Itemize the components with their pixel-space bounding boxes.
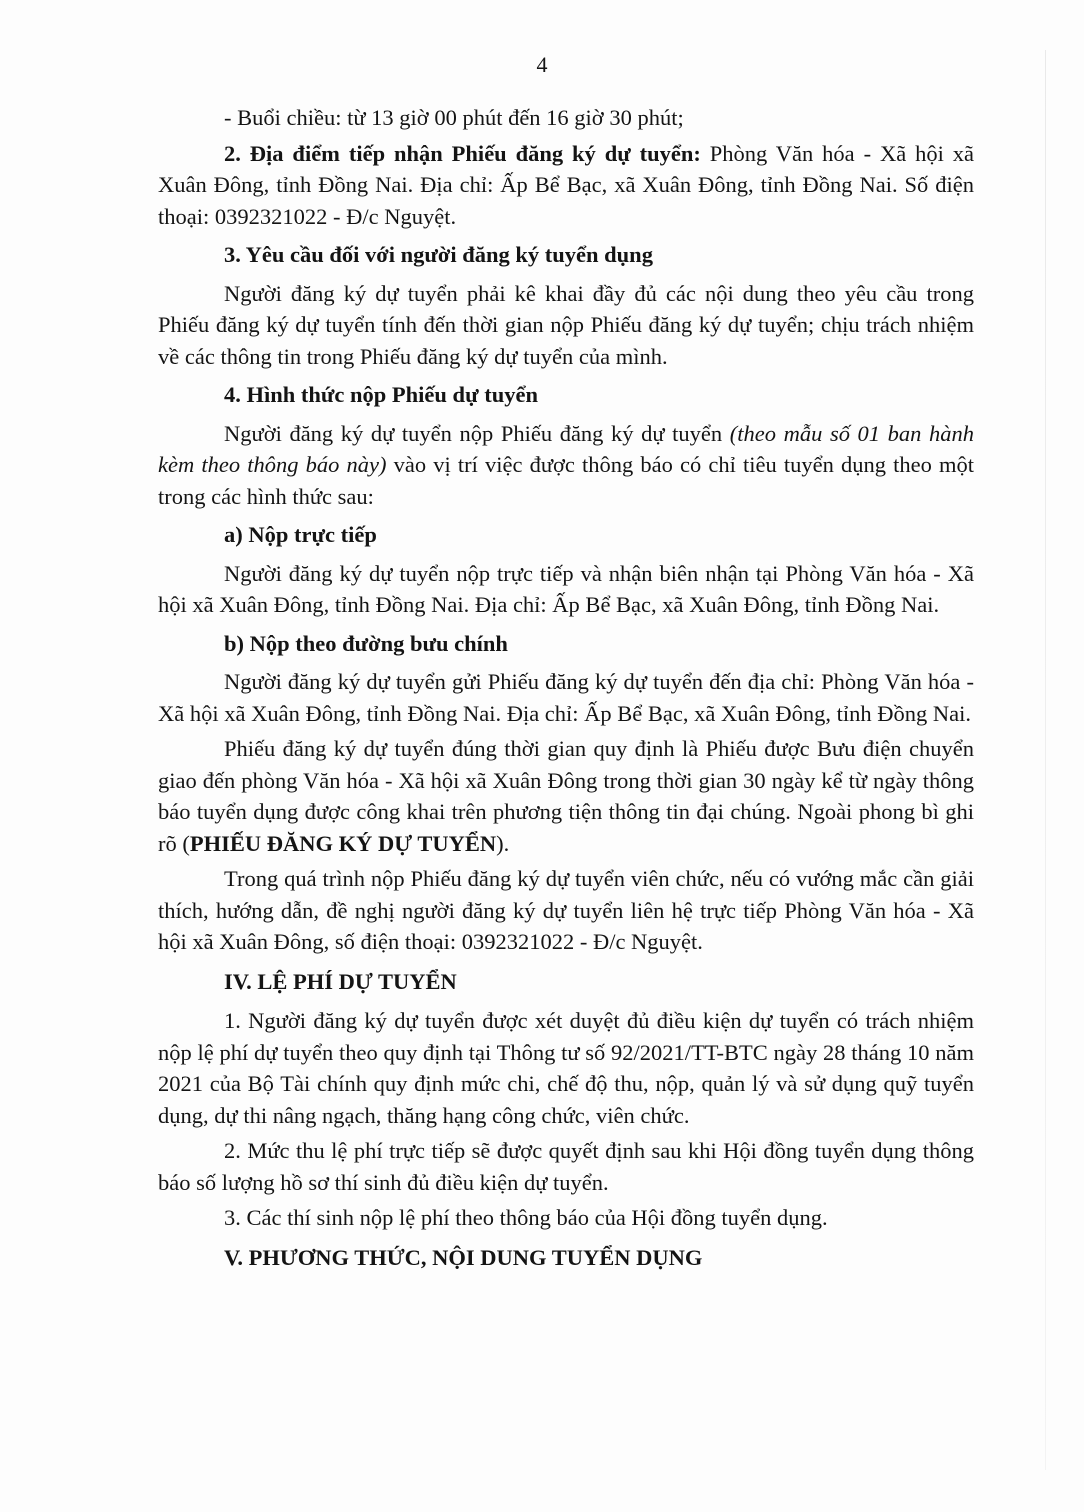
section-4b-text2-bold: PHIẾU ĐĂNG KÝ DỰ TUYỂN [189, 830, 497, 856]
section-iv-paragraph-3: 3. Các thí sinh nộp lệ phí theo thông báo của Hội đồng tuyển dụng. [224, 1205, 828, 1230]
section-4b-text2-after: ). [496, 830, 510, 856]
section-4-text-before: Người đăng ký dự tuyển nộp Phiếu đăng ký dự tuyển [224, 420, 730, 446]
section-4a-paragraph: Người đăng ký dự tuyển nộp trực tiếp và nhận biên nhận tại Phòng Văn hóa - Xã hội xã Xuân Đông, tỉnh Đồng Nai. Địa chỉ: Ấp Bể Bạc, xã Xuân Đông, tỉnh Đồng Nai. [158, 560, 974, 617]
afternoon-hours-line: - Buổi chiều: từ 13 giờ 00 phút đến 16 giờ 30 phút; [224, 105, 684, 130]
section-2-text: Phòng Văn hóa - Xã hội xã Xuân Đông, tỉnh Đồng Nai. Địa chỉ: Ấp Bể Bạc, xã Xuân Đông, tỉnh Đồng Nai. Số điện thoại: 0392321022 - Đ/c Nguyệt. [158, 140, 975, 229]
page-number: 4 [536, 52, 548, 77]
section-4b-paragraph-1: Người đăng ký dự tuyển gửi Phiếu đăng ký dự tuyển đến địa chỉ: Phòng Văn hóa - Xã hội xã Xuân Đông, tỉnh Đồng Nai. Địa chỉ: Ấp Bể Bạc, xã Xuân Đông, tỉnh Đồng Nai. [158, 669, 974, 726]
section-4a-heading: a) Nộp trực tiếp [224, 522, 377, 547]
section-4b-paragraph-2 [158, 733, 974, 859]
section-4-text-italic: (theo mẫu số 01 ban hành kèm theo thông báo này) [158, 420, 974, 477]
section-iv-paragraph-1: 1. Người đăng ký dự tuyển được xét duyệt đủ điều kiện dự tuyển có trách nhiệm nộp lệ phí dự tuyển theo quy định tại Thông tư số 92/2021/TT-BTC ngày 28 tháng 10 năm 2021 của Bộ Tài chính quy định mức chi, chế độ thu, nộp, quản lý và sử dụng quỹ tuyển dụng, dự thi nâng ngạch, thăng hạng công chức, viên chức. [158, 1008, 974, 1128]
section-4-text-after: vào vị trí việc được thông báo có chỉ tiêu tuyển dụng theo một trong các hình thức sau: [158, 452, 974, 509]
section-v-heading: V. PHƯƠNG THỨC, NỘI DUNG TUYỂN DỤNG [224, 1244, 703, 1270]
section-2-paragraph [158, 138, 974, 233]
section-4b-heading: b) Nộp theo đường bưu chính [224, 630, 508, 656]
section-4b-text2-before: Phiếu đăng ký dự tuyển đúng thời gian quy định là Phiếu được Bưu điện chuyển giao đến phòng Văn hóa - Xã hội xã Xuân Đông trong thời gian 30 ngày kể từ ngày thông báo tuyển dụng được công khai trên phương tiện thông tin đại chúng. Ngoài phong bì ghi rõ ( [158, 736, 974, 856]
document-body [158, 102, 974, 1281]
section-3-paragraph: Người đăng ký dự tuyển phải kê khai đầy đủ các nội dung theo yêu cầu trong Phiếu đăng ký dự tuyển tính đến thời gian nộp Phiếu đăng ký dự tuyển; chịu trách nhiệm về các thông tin trong Phiếu đăng ký dự tuyển của mình. [158, 280, 974, 369]
section-3-heading: 3. Yêu cầu đối với người đăng ký tuyển dụng [224, 242, 653, 267]
section-4b-paragraph-3: Trong quá trình nộp Phiếu đăng ký dự tuyển viên chức, nếu có vướng mắc cần giải thích, hướng dẫn, đề nghị người đăng ký dự tuyển liên hệ trực tiếp Phòng Văn hóa - Xã hội xã Xuân Đông, số điện thoại: 0392321022 - Đ/c Nguyệt. [158, 866, 974, 954]
section-2-label: 2. Địa điểm tiếp nhận Phiếu đăng ký dự tuyển: [224, 140, 701, 166]
scan-edge-line [1045, 50, 1046, 1470]
section-iv-paragraph-2: 2. Mức thu lệ phí trực tiếp sẽ được quyết định sau khi Hội đồng tuyển dụng thông báo số lượng hồ sơ thí sinh đủ điều kiện dự tuyển. [158, 1138, 974, 1195]
section-4-heading: 4. Hình thức nộp Phiếu dự tuyển [224, 382, 538, 407]
section-4-paragraph [158, 418, 974, 513]
section-iv-heading: IV. LỆ PHÍ DỰ TUYỂN [224, 968, 457, 994]
